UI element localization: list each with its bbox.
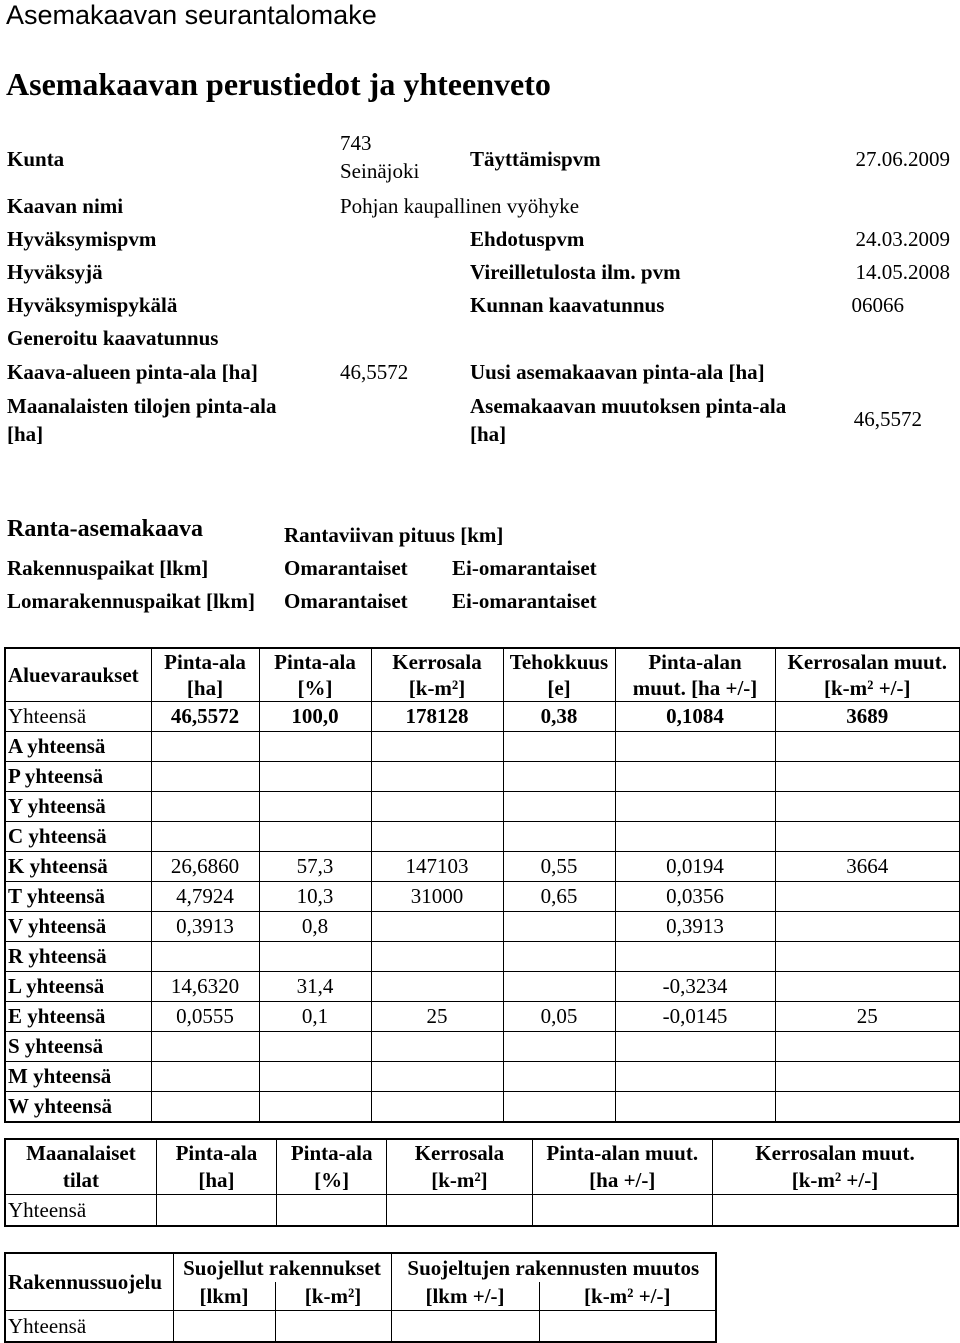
header-line: Pinta-ala	[175, 1141, 258, 1165]
cell	[615, 732, 775, 762]
ei-omarantaiset-label: Ei-omarantaiset	[452, 556, 597, 580]
cell	[371, 1062, 503, 1092]
generoitu-label: Generoitu kaavatunnus	[7, 326, 219, 350]
table-row	[5, 1195, 958, 1227]
header-unit: [ha]	[198, 1168, 235, 1192]
cell: 0,8	[259, 912, 371, 942]
cell	[371, 912, 503, 942]
aluevaraukset-header	[5, 648, 960, 702]
cell	[371, 942, 503, 972]
cell	[539, 1311, 716, 1343]
header-unit: muut. [ha +/-]	[632, 676, 758, 700]
header-line: Aluevaraukset	[8, 663, 139, 687]
cell	[615, 1092, 775, 1123]
row-label: S yhteensä	[5, 1032, 151, 1062]
cell: 26,6860	[151, 852, 259, 882]
maanalaiset-body	[5, 1195, 958, 1227]
column-header	[277, 1139, 387, 1195]
cell	[156, 1195, 276, 1227]
cell	[503, 972, 615, 1002]
cell	[615, 792, 775, 822]
cell	[151, 942, 259, 972]
cell: 57,3	[259, 852, 371, 882]
cell: 0,0194	[615, 852, 775, 882]
cell	[775, 1092, 960, 1123]
aluevaraukset-table	[4, 647, 960, 1123]
row-label: P yhteensä	[5, 762, 151, 792]
table-row	[5, 702, 960, 732]
header-line: Pinta-ala	[290, 1141, 373, 1165]
column-header	[387, 1139, 532, 1195]
rantaviiva-label: Rantaviivan pituus [km]	[284, 523, 504, 547]
header-line: Pinta-ala	[274, 650, 356, 674]
omarantaiset-label-2: Omarantaiset	[284, 589, 408, 613]
cell	[371, 1032, 503, 1062]
cell	[275, 1311, 391, 1343]
row-label: K yhteensä	[5, 852, 151, 882]
cell	[712, 1195, 958, 1227]
suojelu-subheader: [k-m² +/-]	[539, 1282, 716, 1311]
muutos-label-unit: [ha]	[470, 422, 507, 446]
row-label: L yhteensä	[5, 972, 151, 1002]
cell	[259, 942, 371, 972]
cell	[615, 1062, 775, 1092]
cell	[775, 1062, 960, 1092]
kaavatunnus-value: 06066	[851, 293, 904, 317]
cell	[151, 792, 259, 822]
cell	[503, 942, 615, 972]
maanalaisten-label-unit: [ha]	[7, 422, 44, 446]
cell: -0,3234	[615, 972, 775, 1002]
cell	[775, 822, 960, 852]
cell	[259, 1062, 371, 1092]
header-unit: [k-m² +/-]	[791, 1168, 879, 1192]
header-unit: [ha +/-]	[589, 1168, 656, 1192]
row-label: C yhteensä	[5, 822, 151, 852]
suojelu-total-label: Yhteensä	[5, 1311, 173, 1343]
maanalaisten-label: Maanalaisten tilojen pinta-ala	[7, 394, 277, 418]
section-title: Asemakaavan perustiedot ja yhteenveto	[6, 66, 551, 102]
suojelu-subheader: [lkm]	[173, 1282, 275, 1311]
cell	[615, 762, 775, 792]
maanalaiset-header	[5, 1139, 958, 1195]
suojelu-body	[5, 1311, 716, 1343]
header-unit: [k-m²]	[408, 676, 466, 700]
cell: 100,0	[259, 702, 371, 732]
tayttamispvm-label: Täyttämispvm	[470, 147, 601, 171]
cell: 4,7924	[151, 882, 259, 912]
column-header	[259, 648, 371, 702]
cell: -0,0145	[615, 1002, 775, 1032]
header-line: Pinta-alan	[648, 650, 742, 674]
cell: 0,1	[259, 1002, 371, 1032]
row-label: A yhteensä	[5, 732, 151, 762]
alue-pinta-label: Kaava-alueen pinta-ala [ha]	[7, 360, 258, 384]
suojellut-group-header: Suojellut rakennukset	[173, 1253, 391, 1282]
ehdotuspvm-label: Ehdotuspvm	[470, 227, 585, 251]
header-unit: [%]	[297, 676, 333, 700]
cell: 25	[775, 1002, 960, 1032]
cell	[503, 1092, 615, 1123]
vireille-label: Vireilletulosta ilm. pvm	[470, 260, 681, 284]
row-label: Y yhteensä	[5, 792, 151, 822]
cell	[371, 732, 503, 762]
suojelu-subheader: [lkm +/-]	[391, 1282, 539, 1311]
muutos-label: Asemakaavan muutoksen pinta-ala	[470, 394, 787, 418]
cell	[775, 942, 960, 972]
cell	[371, 792, 503, 822]
cell	[259, 762, 371, 792]
row-label: M yhteensä	[5, 1062, 151, 1092]
cell	[387, 1195, 532, 1227]
cell	[532, 1195, 712, 1227]
kunta-name: Seinäjoki	[340, 159, 420, 183]
muutos-value: 46,5572	[853, 407, 922, 431]
header-unit: tilat	[62, 1168, 99, 1192]
table-row	[5, 762, 960, 792]
cell: 0,3913	[615, 912, 775, 942]
table-row	[5, 852, 960, 882]
cell: 0,3913	[151, 912, 259, 942]
column-header	[156, 1139, 276, 1195]
table-row	[5, 912, 960, 942]
maanalaiset-table	[4, 1138, 959, 1227]
header-unit: [k-m² +/-]	[824, 676, 911, 700]
cell	[259, 822, 371, 852]
cell	[615, 822, 775, 852]
suojelu-label: Rakennussuojelu	[5, 1253, 173, 1311]
header-unit: [e]	[547, 676, 571, 700]
column-header	[503, 648, 615, 702]
lomarakennuspaikat-label: Lomarakennuspaikat [lkm]	[7, 589, 255, 613]
cell	[259, 1092, 371, 1123]
document-title: Asemakaavan seurantalomake	[6, 0, 377, 30]
cell: 147103	[371, 852, 503, 882]
cell: 10,3	[259, 882, 371, 912]
column-header	[151, 648, 259, 702]
cell: 0,1084	[615, 702, 775, 732]
header-unit: [ha]	[186, 676, 224, 700]
cell	[775, 1032, 960, 1062]
pykala-label: Hyväksymispykälä	[7, 293, 178, 317]
kunta-code: 743	[340, 131, 372, 155]
column-header	[775, 648, 960, 702]
table-row	[5, 1311, 716, 1343]
row-label: W yhteensä	[5, 1092, 151, 1123]
cell: 178128	[371, 702, 503, 732]
suojelu-header	[5, 1253, 716, 1311]
cell	[151, 732, 259, 762]
cell	[503, 732, 615, 762]
cell	[371, 822, 503, 852]
cell	[615, 1032, 775, 1062]
cell	[775, 912, 960, 942]
cell	[151, 1062, 259, 1092]
suojelu-subheader: [k-m²]	[275, 1282, 391, 1311]
header-unit: [%]	[314, 1168, 350, 1192]
aluevaraukset-body	[5, 702, 960, 1123]
table-row	[5, 1002, 960, 1032]
aluevaraukset-label	[5, 648, 151, 702]
header-line: Maanalaiset	[26, 1141, 136, 1165]
ehdotuspvm-value: 24.03.2009	[855, 227, 950, 251]
cell	[503, 1062, 615, 1092]
kaavatunnus-label: Kunnan kaavatunnus	[470, 293, 665, 317]
cell: 0,0356	[615, 882, 775, 912]
header-line: Kerrosalan muut.	[755, 1141, 915, 1165]
cell: 0,55	[503, 852, 615, 882]
cell: 46,5572	[151, 702, 259, 732]
table-row	[5, 1032, 960, 1062]
cell	[371, 762, 503, 792]
row-label: V yhteensä	[5, 912, 151, 942]
cell	[151, 1032, 259, 1062]
cell: 25	[371, 1002, 503, 1032]
muutos-group-header: Suojeltujen rakennusten muutos	[391, 1253, 716, 1282]
cell	[151, 822, 259, 852]
table-row	[5, 1092, 960, 1123]
cell	[259, 1032, 371, 1062]
table-row	[5, 1062, 960, 1092]
cell	[775, 972, 960, 1002]
cell	[151, 762, 259, 792]
cell	[775, 882, 960, 912]
cell: 0,38	[503, 702, 615, 732]
header-line: Kerrosalan muut.	[787, 650, 947, 674]
tayttamispvm-value: 27.06.2009	[855, 147, 950, 171]
cell	[775, 792, 960, 822]
cell	[775, 762, 960, 792]
column-header	[371, 648, 503, 702]
cell	[173, 1311, 275, 1343]
hyvaksymispvm-label: Hyväksymispvm	[7, 227, 157, 251]
table-row	[5, 822, 960, 852]
hyvaksyja-label: Hyväksyjä	[7, 260, 103, 284]
rakennussuojelu-table	[4, 1252, 717, 1343]
table-row	[5, 972, 960, 1002]
cell: 3664	[775, 852, 960, 882]
cell	[371, 1092, 503, 1123]
ranta-title: Ranta-asemakaava	[7, 516, 203, 542]
table-row	[5, 882, 960, 912]
uusi-pinta-label: Uusi asemakaavan pinta-ala [ha]	[470, 360, 765, 384]
cell	[277, 1195, 387, 1227]
kunta-label: Kunta	[7, 147, 65, 171]
cell	[503, 912, 615, 942]
cell: 0,05	[503, 1002, 615, 1032]
cell	[503, 1032, 615, 1062]
cell	[615, 942, 775, 972]
cell	[259, 732, 371, 762]
table-row	[5, 942, 960, 972]
cell	[503, 822, 615, 852]
maanalaiset-total-label: Yhteensä	[5, 1195, 156, 1227]
row-label: E yhteensä	[5, 1002, 151, 1032]
header-line: Pinta-alan muut.	[546, 1141, 699, 1165]
cell: 31,4	[259, 972, 371, 1002]
cell	[503, 762, 615, 792]
row-label: T yhteensä	[5, 882, 151, 912]
ei-omarantaiset-label-2: Ei-omarantaiset	[452, 589, 597, 613]
cell	[503, 792, 615, 822]
vireille-value: 14.05.2008	[855, 260, 950, 284]
cell: 0,0555	[151, 1002, 259, 1032]
row-label: Yhteensä	[5, 702, 151, 732]
maanalaiset-label	[5, 1139, 156, 1195]
cell	[259, 792, 371, 822]
cell: 14,6320	[151, 972, 259, 1002]
cell: 0,65	[503, 882, 615, 912]
column-header	[615, 648, 775, 702]
header-line: Pinta-ala	[164, 650, 246, 674]
cell: 3689	[775, 702, 960, 732]
cell: 31000	[371, 882, 503, 912]
table-row	[5, 732, 960, 762]
column-header	[712, 1139, 958, 1195]
header-line: Kerrosala	[392, 650, 482, 674]
column-header	[532, 1139, 712, 1195]
row-label: R yhteensä	[5, 942, 151, 972]
header-line: Kerrosala	[414, 1141, 505, 1165]
header-unit: [k-m²]	[431, 1168, 488, 1192]
kaavan-nimi-value: Pohjan kaupallinen vyöhyke	[340, 194, 580, 218]
table-row	[5, 792, 960, 822]
omarantaiset-label: Omarantaiset	[284, 556, 408, 580]
cell	[391, 1311, 539, 1343]
rakennuspaikat-label: Rakennuspaikat [lkm]	[7, 556, 209, 580]
cell	[151, 1092, 259, 1123]
kaavan-nimi-label: Kaavan nimi	[7, 194, 124, 218]
cell	[775, 732, 960, 762]
cell	[371, 972, 503, 1002]
alue-pinta-value: 46,5572	[340, 360, 409, 384]
header-line: Tehokkuus	[509, 650, 609, 674]
